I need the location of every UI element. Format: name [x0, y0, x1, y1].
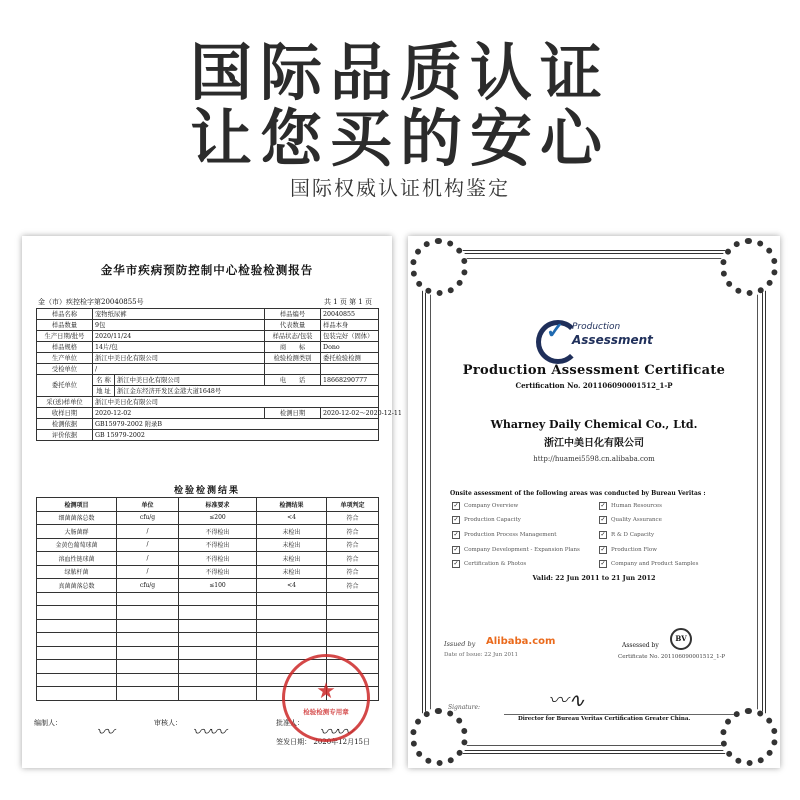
- results-cell: ≤200: [179, 511, 257, 525]
- assessment-area-item: [452, 529, 591, 541]
- assessment-area-label: Certification & Photos: [464, 561, 527, 568]
- headline-line2: 让您买的安心: [189, 102, 610, 175]
- issue-date: Date of Issue: 22 Jun 2011: [444, 652, 518, 658]
- results-cell: 未检出: [257, 525, 327, 539]
- results-empty-cell: [257, 606, 327, 620]
- reviewer-label: 审核人：: [154, 719, 182, 727]
- checkbox-checked-icon: ✓: [453, 545, 459, 553]
- assessment-area-item: [599, 515, 738, 527]
- info-label: [265, 364, 321, 375]
- corner-ornament-icon: [720, 238, 778, 296]
- assessment-area-item: [599, 529, 738, 541]
- info-row: [37, 331, 379, 342]
- assessment-area-label: Human Resources: [611, 502, 662, 509]
- info-value: Dono: [321, 342, 379, 353]
- assessment-area-item: [599, 544, 738, 556]
- results-row: [37, 511, 379, 525]
- results-cell: 细菌菌落总数: [37, 511, 117, 525]
- info-value: /: [93, 364, 265, 375]
- assessment-area-item: [452, 544, 591, 556]
- corner-ornament-icon: [720, 708, 778, 766]
- results-empty-row: [37, 592, 379, 606]
- assessment-area-item: [599, 558, 738, 570]
- results-cell: cfu/g: [117, 511, 179, 525]
- info-label: 采(送)样单位: [37, 397, 93, 408]
- company-name-en: Wharney Daily Chemical Co., Ltd.: [490, 418, 698, 431]
- results-empty-cell: [37, 673, 117, 687]
- info-label: 收样日期: [37, 408, 93, 419]
- results-empty-cell: [179, 633, 257, 647]
- results-header-row: [37, 498, 379, 512]
- results-cell: 不得检出: [179, 525, 257, 539]
- info-label: 委托单位: [37, 375, 93, 397]
- onsite-assessment-note: Onsite assessment of the following areas was conducted by Bureau Veritas :: [450, 490, 706, 497]
- stamp-star-icon: ★: [316, 679, 336, 704]
- checkbox-checked-icon: ✓: [453, 530, 459, 538]
- headline-subtitle: 国际权威认证机构鉴定: [290, 176, 510, 200]
- results-empty-cell: [179, 673, 257, 687]
- info-value: 18668290777: [321, 375, 379, 386]
- certificate-number-footer: Certificate No. 201106090001512_1-P: [618, 654, 726, 660]
- info-value: 宠物纸尿裤: [93, 309, 265, 320]
- results-empty-cell: [117, 646, 179, 660]
- assessment-area-label: Company and Product Samples: [611, 561, 699, 568]
- report-info-table: [36, 308, 402, 441]
- results-header-cell: 单位: [117, 498, 179, 512]
- info-label: 名 称: [93, 375, 115, 386]
- results-header-cell: 单项判定: [327, 498, 379, 512]
- results-cell: 未检出: [257, 538, 327, 552]
- results-empty-cell: [37, 660, 117, 674]
- assessment-area-label: Company Overview: [464, 502, 519, 509]
- company-url: http://huamei5598.cn.alibaba.com: [533, 455, 655, 463]
- inspection-report: [22, 236, 402, 768]
- assessment-certificate: [408, 236, 780, 768]
- director-title: Director for Bureau Veritas Certification Greater China.: [518, 716, 691, 722]
- info-value: 包装完好（固体）: [321, 331, 379, 342]
- checkbox-checked-icon: ✓: [453, 501, 459, 509]
- info-row: [37, 364, 379, 375]
- checkbox-checked-icon: ✓: [600, 560, 606, 568]
- results-empty-cell: [179, 687, 257, 701]
- assessment-area-item: [452, 500, 591, 512]
- results-cell: 符合: [327, 525, 379, 539]
- assessed-by-label: Assessed by: [622, 642, 659, 649]
- info-value: 浙江中美日化有限公司: [93, 353, 265, 364]
- results-cell: 金黄色葡萄球菌: [37, 538, 117, 552]
- info-label: 样品状态/包装: [265, 331, 321, 342]
- results-cell: <4: [257, 511, 327, 525]
- results-cell: 真菌菌落总数: [37, 579, 117, 593]
- info-value: 浙江中美日化有限公司: [115, 375, 265, 386]
- checkbox-checked-icon: ✓: [453, 560, 459, 568]
- report-number: 金（市）疾控检字第20040855号: [38, 298, 144, 306]
- results-empty-cell: [327, 606, 379, 620]
- report-title: 金华市疾病预防控制中心检验检测报告: [100, 263, 314, 277]
- info-label: 受检单位: [37, 364, 93, 375]
- results-cell: /: [117, 538, 179, 552]
- results-empty-cell: [117, 673, 179, 687]
- results-row: [37, 552, 379, 566]
- results-empty-cell: [257, 633, 327, 647]
- director-signature: 〰∿: [548, 688, 585, 712]
- results-empty-cell: [37, 646, 117, 660]
- info-label: 样品规格: [37, 342, 93, 353]
- logo-text-assessment: Assessment: [572, 333, 653, 347]
- info-row: [37, 309, 379, 320]
- alibaba-logo: Alibaba.com: [486, 636, 556, 647]
- results-cell: 未检出: [257, 552, 327, 566]
- results-empty-cell: [327, 633, 379, 647]
- info-label: 地 址: [93, 386, 115, 397]
- info-label: 样品编号: [265, 309, 321, 320]
- results-row: [37, 538, 379, 552]
- results-cell: 不得检出: [179, 552, 257, 566]
- info-value: 20040855: [321, 309, 379, 320]
- assessment-area-label: Production Process Management: [464, 531, 557, 538]
- checkbox-checked-icon: ✓: [453, 516, 459, 524]
- results-empty-cell: [117, 633, 179, 647]
- checkmark-icon: ✓: [546, 318, 565, 344]
- headline-line1: 国际品质认证: [189, 36, 610, 109]
- info-label: 样品名称: [37, 309, 93, 320]
- info-label: 代表数量: [265, 320, 321, 331]
- results-cell: 不得检出: [179, 565, 257, 579]
- red-seal-stamp: [282, 654, 370, 742]
- results-empty-cell: [179, 619, 257, 633]
- info-row: [37, 320, 379, 331]
- results-empty-cell: [117, 660, 179, 674]
- issued-by-label: Issued by: [444, 640, 476, 648]
- assessment-area-item: [452, 558, 591, 570]
- approver-label: 批准人：: [276, 719, 304, 727]
- info-value: 浙江金东经济开发区金港大道1648号: [115, 386, 379, 397]
- info-value: 样品本身: [321, 320, 379, 331]
- info-label: 检测日期: [265, 408, 321, 419]
- results-empty-cell: [37, 633, 117, 647]
- results-cell: 大肠菌群: [37, 525, 117, 539]
- reviewer-signature: 〰〰: [192, 722, 224, 743]
- info-value: GB15979-2002 附录B: [93, 419, 379, 430]
- info-value: 2020-12-02: [93, 408, 265, 419]
- corner-ornament-icon: [410, 708, 468, 766]
- results-cell: 未检出: [257, 565, 327, 579]
- results-empty-cell: [327, 592, 379, 606]
- validity-period: Valid: 22 Jun 2011 to 21 Jun 2012: [532, 574, 656, 582]
- results-row: [37, 579, 379, 593]
- corner-ornament-icon: [410, 238, 468, 296]
- results-cell: 符合: [327, 538, 379, 552]
- info-label: 检验检测类别: [265, 353, 321, 364]
- info-value: 2020/11/24: [93, 331, 265, 342]
- checkbox-checked-icon: ✓: [600, 501, 606, 509]
- info-row: [37, 353, 379, 364]
- info-label: 样品数量: [37, 320, 93, 331]
- results-empty-cell: [117, 619, 179, 633]
- approver-signature: 〰〰: [319, 722, 351, 743]
- results-cell: cfu/g: [117, 579, 179, 593]
- results-empty-row: [37, 606, 379, 620]
- results-empty-cell: [117, 592, 179, 606]
- assessment-area-label: Company Development - Expansion Plans: [464, 546, 580, 553]
- results-empty-cell: [37, 619, 117, 633]
- production-assessment-logo: [536, 320, 656, 360]
- compiler-signature: 〰: [96, 722, 112, 743]
- sign-date: 签发日期： 2020年12月15日: [276, 738, 370, 746]
- report-page-count: 共 1 页 第 1 页: [323, 298, 372, 306]
- results-empty-cell: [37, 606, 117, 620]
- assessment-area-label: Production Flow: [611, 546, 657, 553]
- assessment-area-label: R & D Capacity: [611, 531, 655, 538]
- results-row: [37, 525, 379, 539]
- certification-number: Certification No. 201106090001512_1-P: [515, 381, 673, 390]
- results-cell: <4: [257, 579, 327, 593]
- compiler-label: 编制人：: [34, 719, 62, 727]
- signature-label: Signature:: [448, 704, 481, 711]
- results-cell: 绿脓杆菌: [37, 565, 117, 579]
- assessment-area-label: Quality Assurance: [611, 517, 662, 524]
- results-cell: 符合: [327, 552, 379, 566]
- bureau-veritas-logo: BV: [670, 628, 692, 650]
- results-cell: 溶血性链球菌: [37, 552, 117, 566]
- results-empty-cell: [117, 606, 179, 620]
- assessment-area-item: [599, 500, 738, 512]
- results-cell: 不得检出: [179, 538, 257, 552]
- checkbox-checked-icon: ✓: [600, 530, 606, 538]
- info-value: 委托检验检测: [321, 353, 379, 364]
- info-value: 2020-12-02～2020-12-11: [321, 408, 379, 419]
- logo-text-production: Production: [572, 322, 621, 332]
- info-label: 商 标: [265, 342, 321, 353]
- results-empty-row: [37, 619, 379, 633]
- results-empty-cell: [327, 619, 379, 633]
- results-empty-cell: [117, 687, 179, 701]
- stamp-text: 检验检测专用章: [303, 708, 349, 716]
- certificate-title: Production Assessment Certificate: [462, 363, 726, 378]
- results-cell: /: [117, 552, 179, 566]
- checkbox-checked-icon: ✓: [600, 545, 606, 553]
- info-value: 浙江中美日化有限公司: [93, 397, 379, 408]
- results-header-cell: 检测结果: [257, 498, 327, 512]
- results-empty-cell: [37, 592, 117, 606]
- signature-rule: [504, 714, 734, 715]
- results-empty-cell: [179, 606, 257, 620]
- results-header-cell: 检测项目: [37, 498, 117, 512]
- results-empty-cell: [179, 646, 257, 660]
- info-row: [37, 342, 379, 353]
- assessment-area-label: Production Capacity: [464, 517, 521, 524]
- info-label: 生产日期/批号: [37, 331, 93, 342]
- results-row: [37, 565, 379, 579]
- info-label: 评价依据: [37, 430, 93, 441]
- results-header-cell: 标准要求: [179, 498, 257, 512]
- info-label: 检测依据: [37, 419, 93, 430]
- results-empty-cell: [179, 592, 257, 606]
- results-empty-cell: [257, 592, 327, 606]
- results-cell: 符合: [327, 565, 379, 579]
- info-value: [321, 364, 379, 375]
- assessment-areas: [452, 500, 738, 570]
- checkbox-checked-icon: ✓: [600, 516, 606, 524]
- info-label: 电 话: [265, 375, 321, 386]
- company-name-cn: 浙江中美日化有限公司: [544, 438, 644, 449]
- results-empty-cell: [179, 660, 257, 674]
- results-title: 检验检测结果: [173, 486, 240, 496]
- results-cell: 符合: [327, 579, 379, 593]
- assessment-area-item: [452, 515, 591, 527]
- results-cell: ≤100: [179, 579, 257, 593]
- results-cell: /: [117, 525, 179, 539]
- results-empty-row: [37, 633, 379, 647]
- results-empty-cell: [257, 619, 327, 633]
- results-cell: /: [117, 565, 179, 579]
- info-value: GB 15979-2002: [93, 430, 379, 441]
- info-label: 生产单位: [37, 353, 93, 364]
- info-value: 9包: [93, 320, 265, 331]
- results-empty-cell: [37, 687, 117, 701]
- info-value: 14片/包: [93, 342, 265, 353]
- results-cell: 符合: [327, 511, 379, 525]
